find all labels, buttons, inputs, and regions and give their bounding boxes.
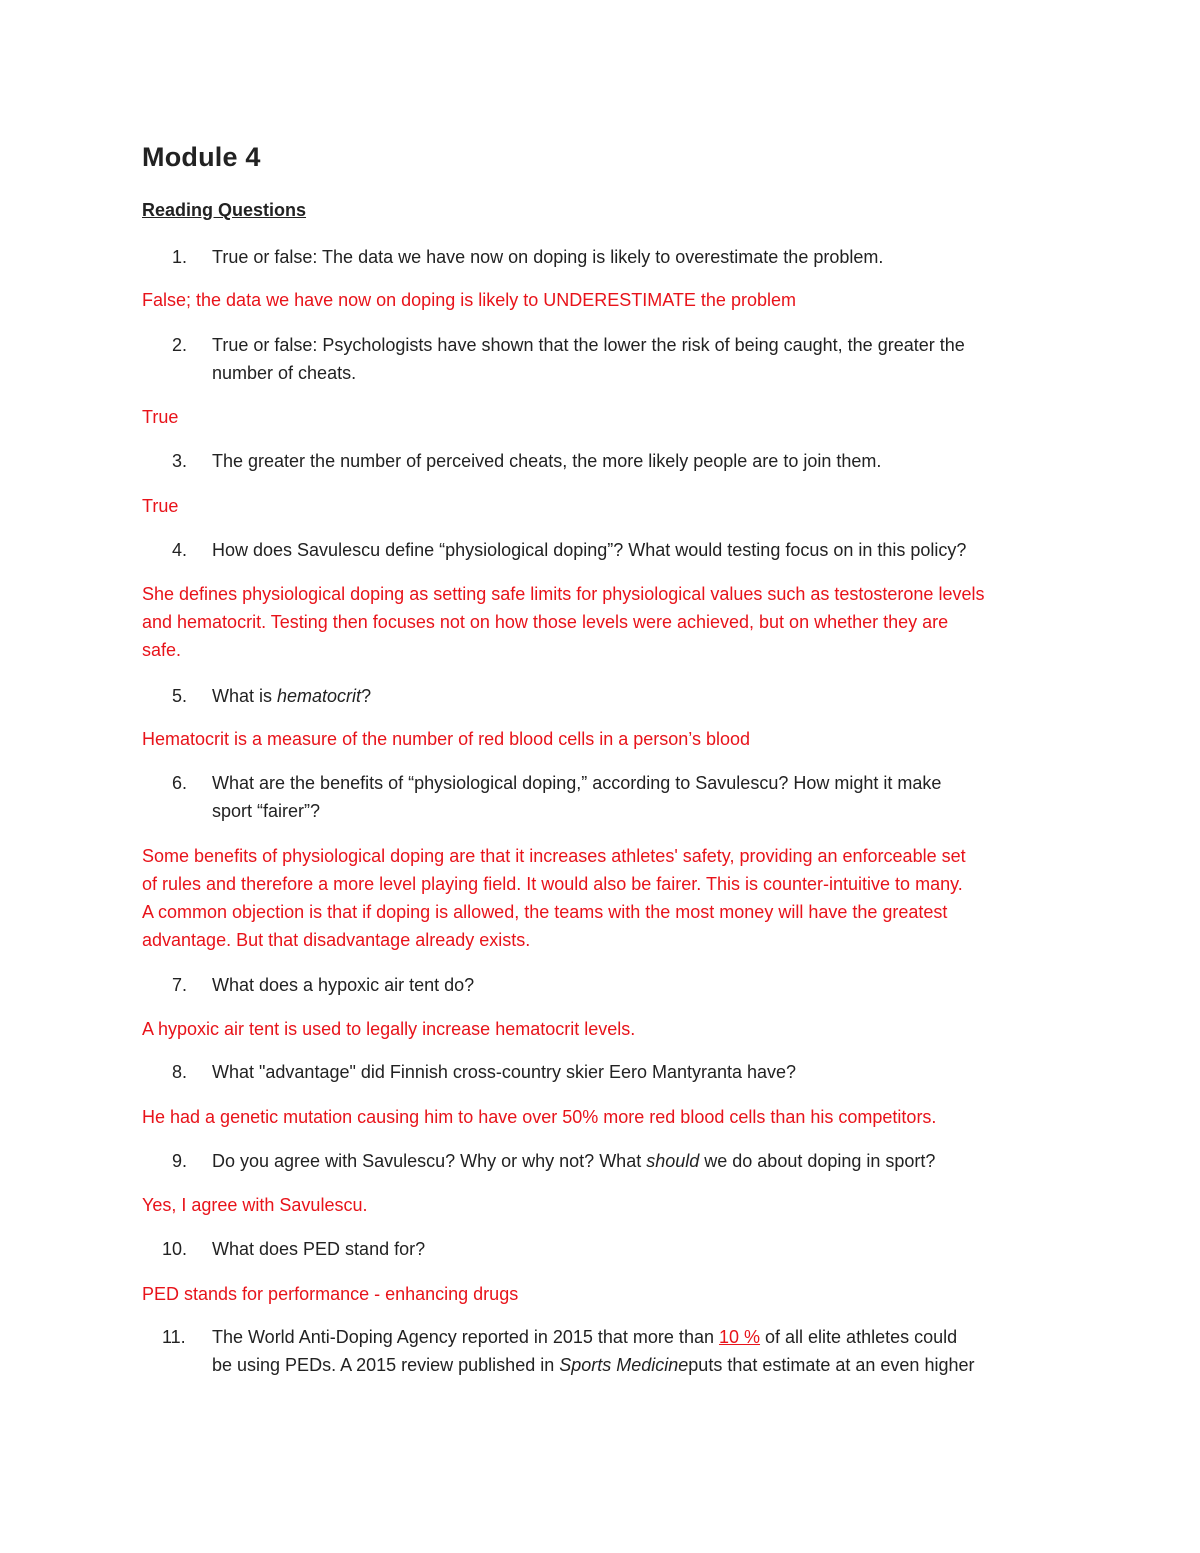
question-text: What does PED stand for? — [212, 1239, 426, 1259]
answer-8: He had a genetic mutation causing him to have over 50% more red blood cells than his competitors. — [142, 1107, 937, 1127]
answer-line: and hematocrit. Testing then focuses not on how those levels were achieved, but on whether they are — [142, 612, 949, 632]
question-number: 1. — [172, 247, 188, 267]
question-text: What "advantage" did Finnish cross-country skier Eero Mantyranta have? — [212, 1062, 797, 1082]
question-text-line — [212, 1351, 1092, 1379]
question-text: of all elite athletes could — [760, 1327, 958, 1347]
question-number: 3. — [172, 451, 188, 471]
question-text-line — [212, 1323, 1092, 1351]
question-text: How does Savulescu define “physiological doping”? What would testing focus on in this policy? — [212, 540, 967, 560]
question-number: 8. — [172, 1062, 188, 1082]
question-1 — [172, 243, 1092, 271]
question-text-line: sport “fairer”? — [212, 801, 321, 821]
section-heading: Reading Questions — [142, 200, 307, 220]
answer-line: advantage. But that disadvantage already exists. — [142, 930, 531, 950]
answer-9: Yes, I agree with Savulescu. — [142, 1195, 368, 1215]
question-2 — [172, 331, 1092, 387]
question-text-line: True or false: Psychologists have shown that the lower the risk of being caught, the greater the — [212, 335, 965, 355]
question-text: Do you agree with Savulescu? Why or why not? What — [212, 1151, 647, 1171]
answer-line: She defines physiological doping as setting safe limits for physiological values such as testosterone levels — [142, 584, 985, 604]
question-number: 9. — [172, 1151, 188, 1171]
question-number: 4. — [172, 540, 188, 560]
page-title: Module 4 — [142, 142, 261, 172]
question-number: 11. — [162, 1327, 186, 1347]
answer-6 — [142, 842, 1072, 954]
answer-4 — [142, 580, 1072, 664]
question-text-emphasis: should — [646, 1151, 700, 1171]
question-6 — [172, 769, 1092, 825]
question-text: ? — [361, 686, 372, 706]
question-text: The greater the number of perceived cheats, the more likely people are to join them. — [212, 451, 882, 471]
question-text-emphasis: hematocrit — [277, 686, 362, 706]
answer-7: A hypoxic air tent is used to legally increase hematocrit levels. — [142, 1019, 636, 1039]
question-text: True or false: The data we have now on doping is likely to overestimate the problem. — [212, 247, 884, 267]
answer-line: A common objection is that if doping is allowed, the teams with the most money will have the greatest — [142, 902, 948, 922]
question-text: we do about doping in sport? — [699, 1151, 936, 1171]
question-number: 10. — [162, 1239, 188, 1259]
question-10 — [162, 1235, 1092, 1263]
answer-3: True — [142, 496, 179, 516]
answer-line: of rules and therefore a more level playing field. It would also be fairer. This is counter-intuitive to many. — [142, 874, 963, 894]
answer-5: Hematocrit is a measure of the number of red blood cells in a person’s blood — [142, 729, 750, 749]
question-8 — [172, 1058, 1092, 1086]
question-text: The World Anti-Doping Agency reported in 2015 that more than — [212, 1327, 719, 1347]
question-4 — [172, 536, 1092, 564]
answer-1: False; the data we have now on doping is likely to UNDERESTIMATE the problem — [142, 290, 796, 310]
highlighted-percentage: 10 % — [718, 1327, 761, 1347]
answer-10: PED stands for performance - enhancing drugs — [142, 1284, 519, 1304]
question-text-line: number of cheats. — [212, 363, 357, 383]
question-7 — [172, 971, 1092, 999]
question-number: 2. — [172, 335, 188, 355]
question-5 — [172, 682, 1092, 710]
question-3 — [172, 447, 1092, 475]
answer-line: safe. — [142, 640, 182, 660]
answer-2: True — [142, 407, 179, 427]
question-text-line: What are the benefits of “physiological doping,” according to Savulescu? How might it make — [212, 773, 942, 793]
question-text: What is — [212, 686, 278, 706]
question-9 — [172, 1147, 1092, 1175]
question-text-emphasis: Sports Medicine — [559, 1355, 689, 1375]
question-text: puts that estimate at an even higher — [688, 1355, 975, 1375]
question-11 — [162, 1323, 1092, 1379]
question-number: 7. — [172, 975, 188, 995]
question-number: 5. — [172, 686, 188, 706]
question-text: be using PEDs. A 2015 review published in — [212, 1355, 560, 1375]
question-number: 6. — [172, 773, 188, 793]
answer-line: Some benefits of physiological doping are that it increases athletes' safety, providing an enforceable set — [142, 846, 966, 866]
question-text: What does a hypoxic air tent do? — [212, 975, 475, 995]
